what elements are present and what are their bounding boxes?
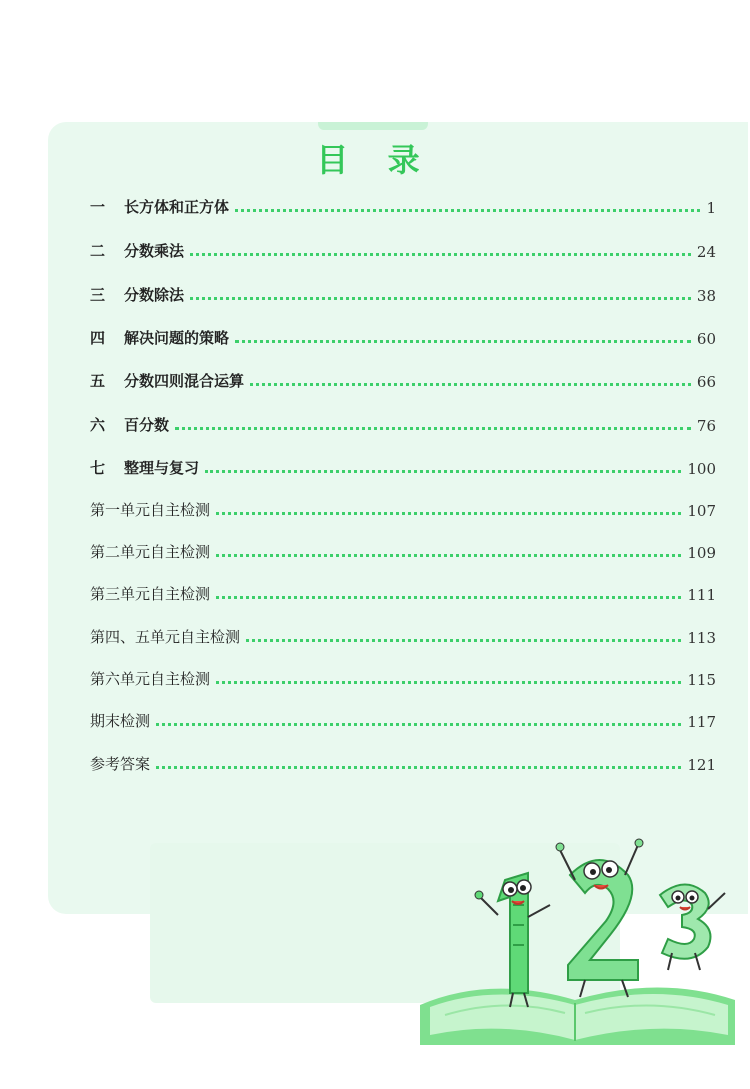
toc-dot-leader	[190, 297, 691, 300]
toc-chapter-number: 一	[90, 198, 106, 216]
toc-title: 第二单元自主检测	[90, 543, 211, 561]
toc-page-number: 66	[696, 373, 716, 391]
toc-dot-leader	[216, 596, 681, 599]
toc-page-number: 100	[687, 460, 716, 478]
toc-chapter-number: 五	[90, 372, 106, 390]
toc-title: 第六单元自主检测	[90, 670, 211, 688]
toc-page-number: 111	[687, 586, 716, 604]
toc-row[interactable]	[90, 580, 716, 604]
toc-row[interactable]	[90, 411, 716, 435]
toc-title: 长方体和正方体	[124, 198, 230, 216]
toc-dot-leader	[216, 554, 681, 557]
toc-title: 分数除法	[124, 286, 185, 304]
toc-title: 百分数	[124, 416, 170, 434]
toc-page-number: 76	[696, 417, 716, 435]
toc-dot-leader	[235, 209, 700, 212]
toc-row[interactable]	[90, 623, 716, 647]
toc-title: 解决问题的策略	[124, 329, 230, 347]
toc-dot-leader	[235, 340, 691, 343]
toc-page-number: 107	[687, 502, 716, 520]
toc-page-number: 38	[696, 287, 716, 305]
toc-row[interactable]	[90, 665, 716, 689]
number-one-character-icon	[475, 873, 550, 1007]
title-tab	[318, 122, 428, 130]
toc-dot-leader	[175, 427, 691, 430]
toc-chapter-number: 四	[90, 329, 106, 347]
toc-row[interactable]	[90, 750, 716, 774]
number-two-character-icon	[556, 839, 643, 997]
toc-title: 参考答案	[90, 755, 151, 773]
number-three-character-icon	[660, 884, 725, 970]
toc-row[interactable]	[90, 454, 716, 478]
toc-row[interactable]	[90, 237, 716, 261]
page-title: 目 录	[316, 141, 434, 179]
toc-row[interactable]	[90, 496, 716, 520]
toc-title: 整理与复习	[124, 459, 200, 477]
toc-page-number: 1	[706, 199, 716, 217]
toc-dot-leader	[250, 383, 691, 386]
toc-title: 分数乘法	[124, 242, 185, 260]
toc-title: 分数四则混合运算	[124, 372, 245, 390]
toc-row[interactable]	[90, 324, 716, 348]
toc-title: 第四、五单元自主检测	[90, 628, 241, 646]
toc-dot-leader	[156, 766, 681, 769]
toc-dot-leader	[156, 723, 681, 726]
toc-dot-leader	[205, 470, 681, 473]
toc-chapter-number: 三	[90, 286, 106, 304]
toc-chapter-number: 二	[90, 242, 106, 260]
toc-row[interactable]	[90, 193, 716, 217]
toc-row[interactable]	[90, 367, 716, 391]
toc-page-number: 117	[687, 713, 716, 731]
toc-dot-leader	[246, 639, 681, 642]
number-characters-illustration	[410, 835, 740, 1050]
toc-dot-leader	[190, 253, 691, 256]
toc-page-number: 60	[696, 330, 716, 348]
toc-row[interactable]	[90, 707, 716, 731]
toc-chapter-number: 七	[90, 459, 106, 477]
toc-dot-leader	[216, 512, 681, 515]
toc-title: 第三单元自主检测	[90, 585, 211, 603]
toc-title: 第一单元自主检测	[90, 501, 211, 519]
toc-page-number: 24	[696, 243, 716, 261]
toc-page-number: 121	[687, 756, 716, 774]
toc-page-number: 115	[687, 671, 716, 689]
toc-page-number: 113	[687, 629, 716, 647]
open-book-icon	[420, 988, 735, 1046]
toc-row[interactable]	[90, 538, 716, 562]
toc-page-number: 109	[687, 544, 716, 562]
toc-row[interactable]	[90, 281, 716, 305]
toc-title: 期末检测	[90, 712, 151, 730]
toc-dot-leader	[216, 681, 681, 684]
toc-chapter-number: 六	[90, 416, 106, 434]
